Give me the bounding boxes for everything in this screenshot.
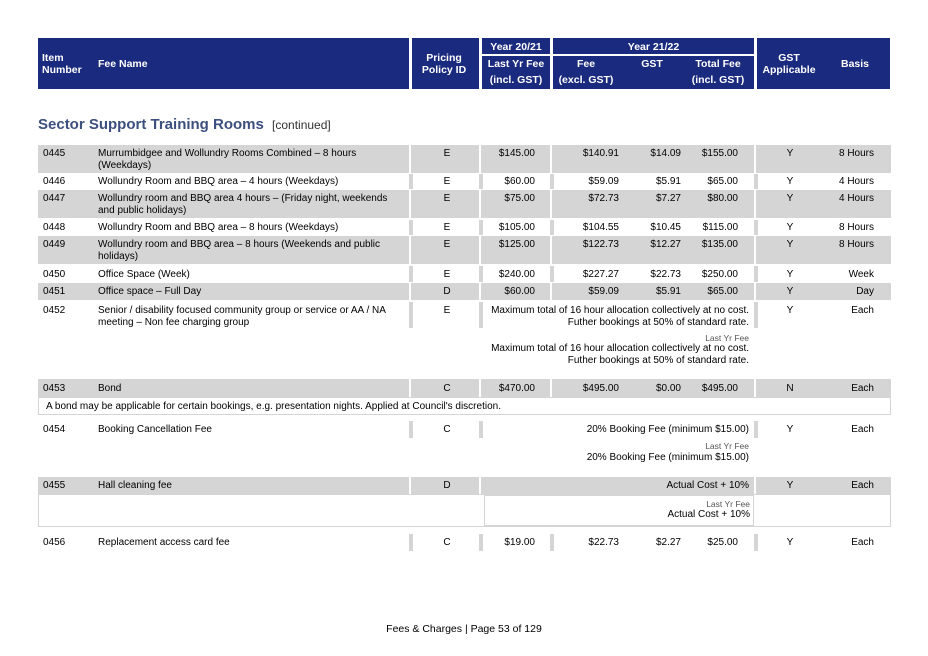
fee: $72.73	[588, 193, 619, 204]
total-fee: $155.00	[701, 148, 738, 159]
gst-applicable: Y	[786, 176, 794, 187]
last-yr-fee: $75.00	[504, 193, 535, 204]
gst-applicable: Y	[786, 148, 794, 159]
fee: $495.00	[582, 383, 619, 394]
last-yr-fee: $145.00	[498, 148, 535, 159]
fee-name: Wollundry Room and BBQ area – 4 hours (Weekdays)	[98, 176, 339, 187]
pricing-policy: D	[443, 286, 451, 297]
last-yr-fee: $240.00	[498, 269, 535, 280]
bond-note: A bond may be applicable for certain bookings, e.g. presentation nights. Applied at Council's discretion.	[46, 401, 501, 412]
item-number: 0446	[43, 176, 66, 187]
item-number: 0453	[43, 383, 66, 394]
item-number: 0455	[43, 480, 66, 491]
basis: Each	[851, 383, 874, 394]
header-fee-name: Fee Name	[98, 58, 148, 70]
gst-applicable: Y	[786, 480, 794, 491]
item-number: 0449	[43, 239, 66, 250]
fee-name: Bond	[98, 383, 122, 394]
table-row	[38, 264, 891, 283]
fee-description-line1: Maximum total of 16 hour allocation collectively at no cost.	[491, 305, 749, 316]
fee-description	[484, 305, 749, 328]
basis: Each	[851, 424, 874, 435]
last-yr-fee-label: Last Yr Fee	[705, 441, 749, 451]
pricing-policy: E	[443, 239, 451, 250]
gst: $7.27	[655, 193, 681, 204]
last-yr-fee-box	[38, 494, 891, 527]
fee-name: Hall cleaning fee	[98, 480, 172, 491]
total-fee: $115.00	[702, 222, 738, 233]
gst: $12.27	[650, 239, 681, 250]
fee: $140.91	[582, 148, 619, 159]
basis: 4 Hours	[838, 193, 874, 204]
pricing-policy: E	[443, 193, 451, 204]
basis: Each	[851, 537, 874, 548]
pricing-policy: E	[443, 305, 451, 316]
item-number: 0451	[43, 286, 66, 297]
table-row	[38, 283, 891, 300]
basis: Each	[851, 480, 874, 491]
gst-applicable: N	[786, 383, 794, 394]
gst-applicable: Y	[786, 239, 794, 250]
table-row	[38, 300, 891, 378]
fee: $122.73	[582, 239, 619, 250]
total-fee: $65.00	[707, 286, 738, 297]
page-footer: Fees & Charges | Page 53 of 129	[386, 623, 542, 635]
pricing-policy: E	[443, 148, 451, 159]
item-number: 0447	[43, 193, 66, 204]
item-number: 0445	[43, 148, 66, 159]
section-title-text: Sector Support Training Rooms	[38, 116, 264, 133]
pricing-policy: E	[443, 222, 451, 233]
total-fee: $80.00	[707, 193, 738, 204]
header-year-prev: Year 20/21	[490, 41, 542, 53]
total-fee: $65.00	[707, 176, 738, 187]
gst-applicable: Y	[786, 424, 794, 435]
header-item-number: Item Number	[42, 52, 82, 76]
table-row	[38, 173, 891, 190]
pricing-policy: D	[443, 480, 451, 491]
fee: $227.27	[582, 269, 619, 280]
fee: $59.09	[588, 176, 619, 187]
pricing-policy: E	[443, 176, 451, 187]
total-fee: $495.00	[701, 383, 738, 394]
header-rule	[479, 54, 754, 56]
header-pricing-policy: Pricing Policy ID	[421, 52, 467, 76]
fee-description: 20% Booking Fee (minimum $15.00)	[586, 424, 749, 435]
table-row	[38, 379, 891, 397]
table-row	[38, 477, 891, 494]
header-total-fee: Total Fee	[695, 58, 741, 70]
gst-applicable: Y	[786, 193, 794, 204]
basis: Day	[856, 286, 874, 297]
total-fee: $25.00	[707, 537, 738, 548]
header-last-yr-fee: Last Yr Fee	[487, 58, 545, 70]
basis: 8 Hours	[838, 239, 874, 250]
header-excl-gst: (excl. GST)	[558, 74, 614, 86]
header-gst-applicable: GST Applicable	[762, 52, 816, 76]
last-yr-fee-description: 20% Booking Fee (minimum $15.00)	[586, 452, 749, 463]
basis: Week	[848, 269, 874, 280]
header-incl-gst: (incl. GST)	[489, 74, 543, 86]
basis: 4 Hours	[838, 176, 874, 187]
gst: $14.09	[650, 148, 681, 159]
section-subtitle: [continued]	[272, 118, 331, 132]
pricing-policy: E	[443, 269, 451, 280]
basis: 8 Hours	[838, 148, 874, 159]
fee: $104.55	[582, 222, 619, 233]
gst: $2.27	[655, 537, 681, 548]
fee-name: Wollundry room and BBQ area 4 hours – (Friday night, weekends and public holidays)	[98, 193, 388, 216]
gst: $5.91	[655, 176, 681, 187]
header-year-curr: Year 21/22	[627, 41, 680, 53]
basis: 8 Hours	[838, 222, 874, 233]
gst-applicable: Y	[786, 286, 794, 297]
header-fee: Fee	[576, 58, 596, 70]
fee-name: Office space – Full Day	[98, 286, 202, 297]
table-row	[38, 190, 891, 218]
gst: $0.00	[655, 383, 681, 394]
fee-description: Actual Cost + 10%	[666, 480, 749, 491]
total-fee: $135.00	[701, 239, 738, 250]
gst: $5.91	[655, 286, 681, 297]
gst-applicable: Y	[786, 269, 794, 280]
table-row	[38, 532, 891, 552]
last-yr-fee: $60.00	[504, 176, 535, 187]
item-number: 0450	[43, 269, 66, 280]
item-number: 0454	[43, 424, 66, 435]
last-yr-fee: $105.00	[498, 222, 535, 233]
last-yr-fee-label: Last Yr Fee	[705, 333, 749, 343]
fee-name: Replacement access card fee	[98, 537, 230, 548]
last-yr-fee: $125.00	[498, 239, 535, 250]
header-total-incl-gst: (incl. GST)	[691, 74, 745, 86]
fee-name: Office Space (Week)	[98, 269, 190, 280]
fee: $22.73	[588, 537, 619, 548]
fee-name: Wollundry room and BBQ area – 8 hours (Weekends and public holidays)	[98, 239, 381, 262]
pricing-policy: C	[443, 537, 451, 548]
total-fee: $250.00	[701, 269, 738, 280]
fee: $59.09	[588, 286, 619, 297]
table-row	[38, 218, 891, 236]
last-yr-fee: $60.00	[504, 286, 535, 297]
table-row	[38, 236, 891, 264]
gst-applicable: Y	[786, 305, 794, 316]
gst: $22.73	[650, 269, 681, 280]
last-yr-description-line2: Futher bookings at 50% of standard rate.	[567, 354, 749, 366]
last-yr-fee: $470.00	[498, 383, 535, 394]
header-basis: Basis	[840, 58, 870, 70]
last-yr-fee-description: Actual Cost + 10%	[667, 509, 750, 520]
gst: $10.45	[650, 222, 681, 233]
gst-applicable: Y	[786, 222, 794, 233]
last-yr-fee-description	[484, 343, 749, 366]
item-number: 0448	[43, 222, 66, 233]
bond-note-box	[38, 397, 891, 415]
basis: Each	[851, 305, 874, 316]
pricing-policy: C	[443, 424, 451, 435]
last-yr-description-line1: Maximum total of 16 hour allocation collectively at no cost.	[491, 343, 749, 354]
fee-name: Senior / disability focused community group or service or AA / NA meeting – Non fee charging group	[98, 305, 386, 328]
item-number: 0456	[43, 537, 66, 548]
pricing-policy: C	[443, 383, 451, 394]
header-gst: GST	[641, 58, 663, 70]
fee-description-line2: Futher bookings at 50% of standard rate.	[567, 316, 749, 328]
fee-name: Murrumbidgee and Wollundry Rooms Combined – 8 hours (Weekdays)	[98, 148, 357, 171]
table-row	[38, 419, 891, 475]
fee-name: Booking Cancellation Fee	[98, 424, 212, 435]
table-row	[38, 145, 891, 173]
last-yr-fee-label: Last Yr Fee	[706, 499, 750, 509]
section-title	[38, 116, 331, 133]
gst-applicable: Y	[786, 537, 794, 548]
item-number: 0452	[43, 305, 66, 316]
last-yr-fee: $19.00	[504, 537, 535, 548]
fee-name: Wollundry Room and BBQ area – 8 hours (Weekdays)	[98, 222, 339, 233]
